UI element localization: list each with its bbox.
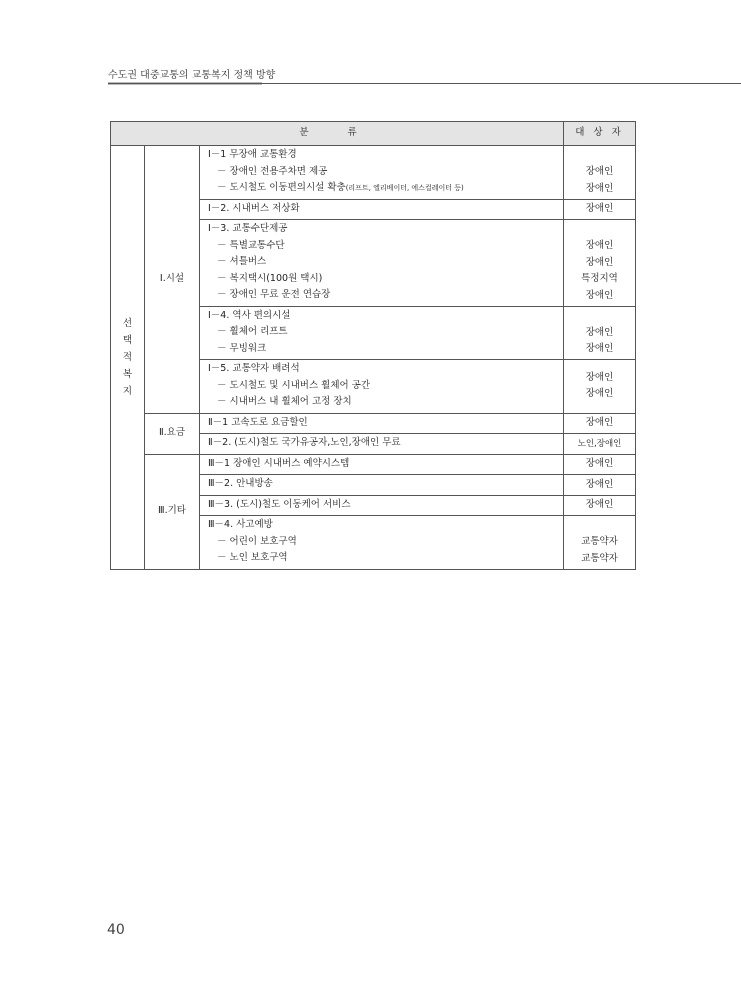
item-cell (200, 413, 564, 434)
item-cell (200, 146, 564, 200)
category-facility: Ⅰ.시설 (145, 146, 200, 414)
column-header-classification: 분 류 (111, 122, 564, 146)
item-cell (200, 199, 564, 220)
item-title: Ⅲ－2. 안내방송 (208, 478, 273, 489)
target-cell: 장애인 (564, 454, 636, 475)
item-line: － 셔틀버스 (217, 256, 267, 267)
target-cell: 노인,장애인 (564, 434, 636, 455)
item-title: Ⅰ－1 무장애 교통환경 (208, 149, 297, 160)
target-cell: 장애인 장애인 (564, 146, 636, 200)
item-cell (200, 434, 564, 455)
item-title: Ⅰ－5. 교통약자 배려석 (208, 363, 300, 374)
item-cell (200, 495, 564, 516)
item-title: Ⅱ－1 고속도로 요금할인 (208, 416, 308, 428)
item-line: － 장애인 전용주차면 제공 (217, 165, 328, 177)
item-title: Ⅰ－3. 교통수단제공 (208, 223, 288, 234)
table-row (111, 146, 636, 200)
item-line: － 무빙워크 (217, 342, 267, 354)
running-header: 수도권 대중교통의 교통복지 정책 방향 (108, 70, 276, 81)
page-number: 40 (107, 922, 125, 938)
item-cell (200, 475, 564, 496)
category-other: Ⅲ.기타 (145, 454, 200, 569)
item-cell (200, 516, 564, 570)
item-line: － 도시철도 이동편의시설 확충(리프트, 엘리베이터, 에스컬레이터 등) (217, 182, 464, 193)
item-cell (200, 220, 564, 307)
item-cell (200, 360, 564, 414)
target-cell: 장애인 장애인 (564, 360, 636, 414)
item-line: － 휠체어 리프트 (217, 326, 288, 337)
item-title: Ⅲ－4. 사고예방 (208, 519, 273, 530)
item-cell (200, 306, 564, 360)
target-cell: 장애인 (564, 495, 636, 516)
classification-table (110, 121, 636, 570)
item-line: － 도시철도 및 시내버스 휠체어 공간 (217, 379, 371, 391)
target-cell: 장애인 (564, 475, 636, 496)
target-cell: 장애인 (564, 199, 636, 220)
item-title: Ⅲ－3. (도시)철도 이동케어 서비스 (208, 498, 351, 510)
target-cell: 장애인 장애인 특정지역 장애인 (564, 220, 636, 307)
item-line: － 복지택시(100원 택시) (217, 272, 323, 284)
item-title: Ⅰ－4. 역사 편의시설 (208, 309, 291, 321)
item-title: Ⅱ－2. (도시)철도 국가유공자,노인,장애인 무료 (208, 437, 401, 448)
table-header-row (111, 122, 636, 146)
header-rule (108, 83, 741, 84)
item-line: － 어린이 보호구역 (217, 535, 297, 547)
table-row (111, 413, 636, 434)
column-header-target: 대 상 자 (564, 122, 636, 146)
item-cell (200, 454, 564, 475)
item-title: Ⅲ－1 장애인 시내버스 예약시스템 (208, 457, 350, 469)
group-label-selective-welfare: 선 택 적 복 지 (111, 146, 145, 570)
target-cell: 장애인 장애인 (564, 306, 636, 360)
item-note: (리프트, 엘리베이터, 에스컬레이터 등) (345, 184, 464, 192)
item-line: － 특별교통수단 (217, 239, 285, 251)
item-line: － 노인 보호구역 (217, 552, 288, 563)
table-row (111, 454, 636, 475)
target-cell: 교통약자 교통약자 (564, 516, 636, 570)
item-line: － 장애인 무료 운전 연습장 (217, 289, 331, 300)
item-title: Ⅰ－2. 시내버스 저상화 (208, 202, 300, 214)
item-line: － 시내버스 내 휠체어 고정 장치 (217, 396, 352, 407)
target-cell: 장애인 (564, 413, 636, 434)
category-fare: Ⅱ.요금 (145, 413, 200, 454)
